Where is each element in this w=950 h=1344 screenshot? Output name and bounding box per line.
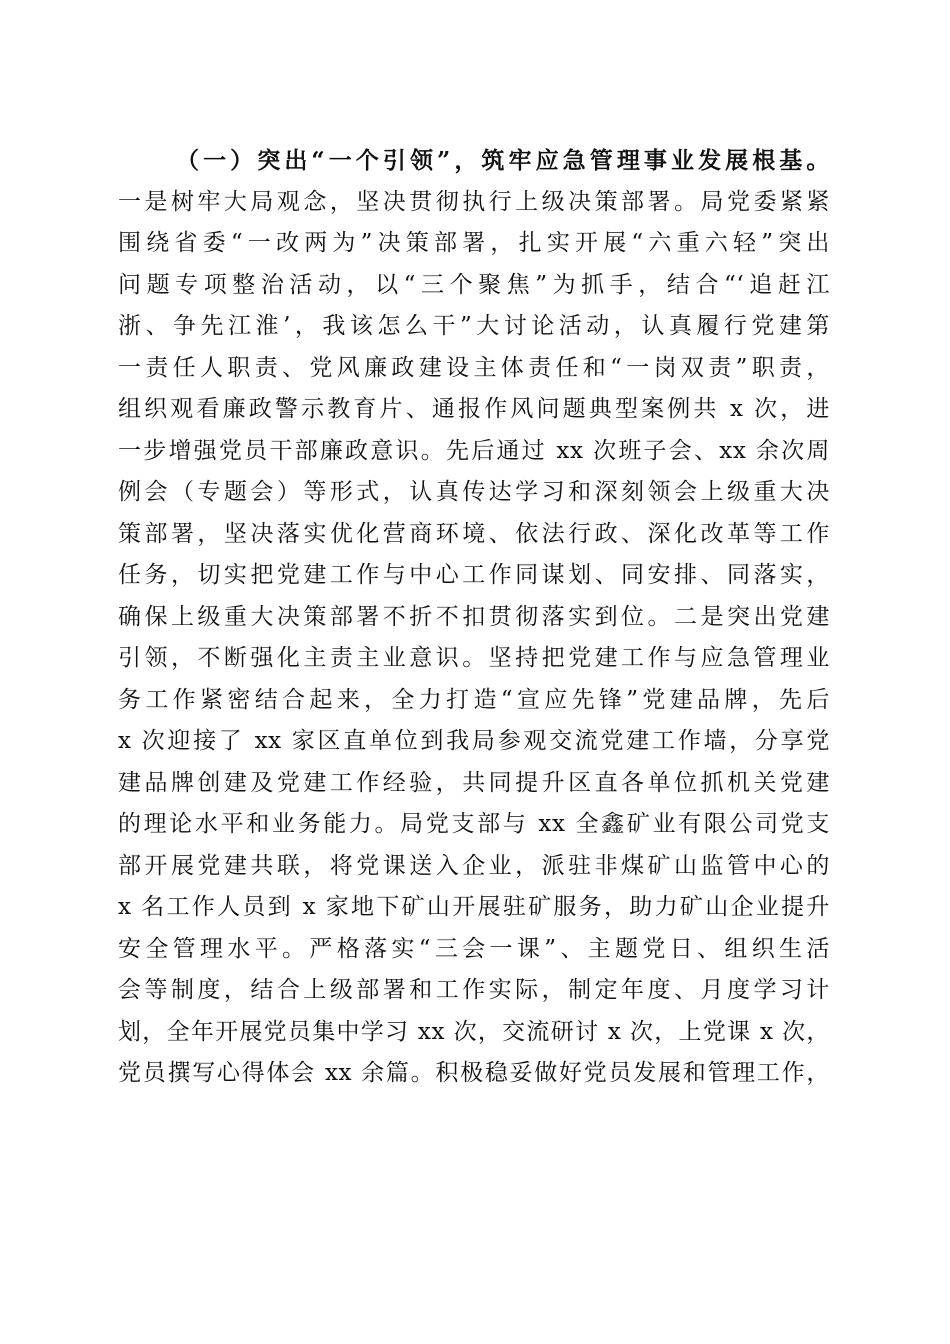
paragraph-line: 安全管理水平。严格落实“三会一课”、主题党日、组织生活 bbox=[118, 935, 830, 962]
paragraph-line: 确保上级重大决策部署不折不扣贯彻落实到位。二是突出党建 bbox=[118, 603, 830, 630]
paragraph-line: 浙、争先江淮’，我该怎么干”大讨论活动，认真履行党建第 bbox=[118, 313, 830, 339]
paragraph-line: 一是树牢大局观念，坚决贯彻执行上级决策部署。局党委紧紧 bbox=[118, 188, 830, 215]
section-heading: （一）突出“一个引领”，筑牢应急管理事业发展根基。 bbox=[176, 147, 830, 174]
paragraph-line: 会等制度，结合上级部署和工作实际，制定年度、月度学习计 bbox=[118, 977, 830, 1003]
paragraph-line: 围绕省委“一改两为”决策部署，扎实开展“六重六轻”突出 bbox=[118, 230, 830, 256]
paragraph-line: 部开展党建共联，将党课送入企业，派驻非煤矿山监管中心的 bbox=[118, 852, 830, 879]
paragraph-line: 例会（专题会）等形式，认真传达学习和深刻领会上级重大决 bbox=[118, 479, 830, 505]
paragraph-line: 引领，不断强化主责主业意识。坚持把党建工作与应急管理业 bbox=[118, 645, 830, 671]
paragraph-line: x 名工作人员到 x 家地下矿山开展驻矿服务，助力矿山企业提升 bbox=[118, 894, 830, 920]
paragraph-line: 一责任人职责、党风廉政建设主体责任和“一岗双责”职责， bbox=[118, 354, 830, 381]
paragraph-line: 的理论水平和业务能力。局党支部与 xx 全鑫矿业有限公司党支 bbox=[118, 811, 830, 837]
paragraph-line: 建品牌创建及党建工作经验，共同提升区直各单位抓机关党建 bbox=[118, 769, 830, 796]
paragraph-line: 组织观看廉政警示教育片、通报作风问题典型案例共 x 次，进 bbox=[118, 396, 830, 422]
document-body bbox=[118, 140, 830, 1095]
paragraph-line: 问题专项整治活动，以“三个聚焦”为抓手，结合“‘追赶江 bbox=[118, 271, 830, 298]
paragraph-line: 任务，切实把党建工作与中心工作同谋划、同安排、同落实， bbox=[118, 562, 830, 588]
paragraph-line: x 次迎接了 xx 家区直单位到我局参观交流党建工作墙，分享党 bbox=[118, 728, 830, 754]
paragraph-line: 划，全年开展党员集中学习 xx 次，交流研讨 x 次，上党课 x 次， bbox=[118, 1018, 830, 1045]
paragraph-line: 党员撰写心得体会 xx 余篇。积极稳妥做好党员发展和管理工作， bbox=[118, 1060, 830, 1086]
paragraph-line: 务工作紧密结合起来，全力打造“宣应先锋”党建品牌，先后 bbox=[118, 686, 830, 713]
paragraph-line: 一步增强党员干部廉政意识。先后通过 xx 次班子会、xx 余次周 bbox=[118, 437, 830, 464]
paragraph-line: 策部署，坚决落实优化营商环境、依法行政、深化改革等工作 bbox=[118, 520, 830, 547]
